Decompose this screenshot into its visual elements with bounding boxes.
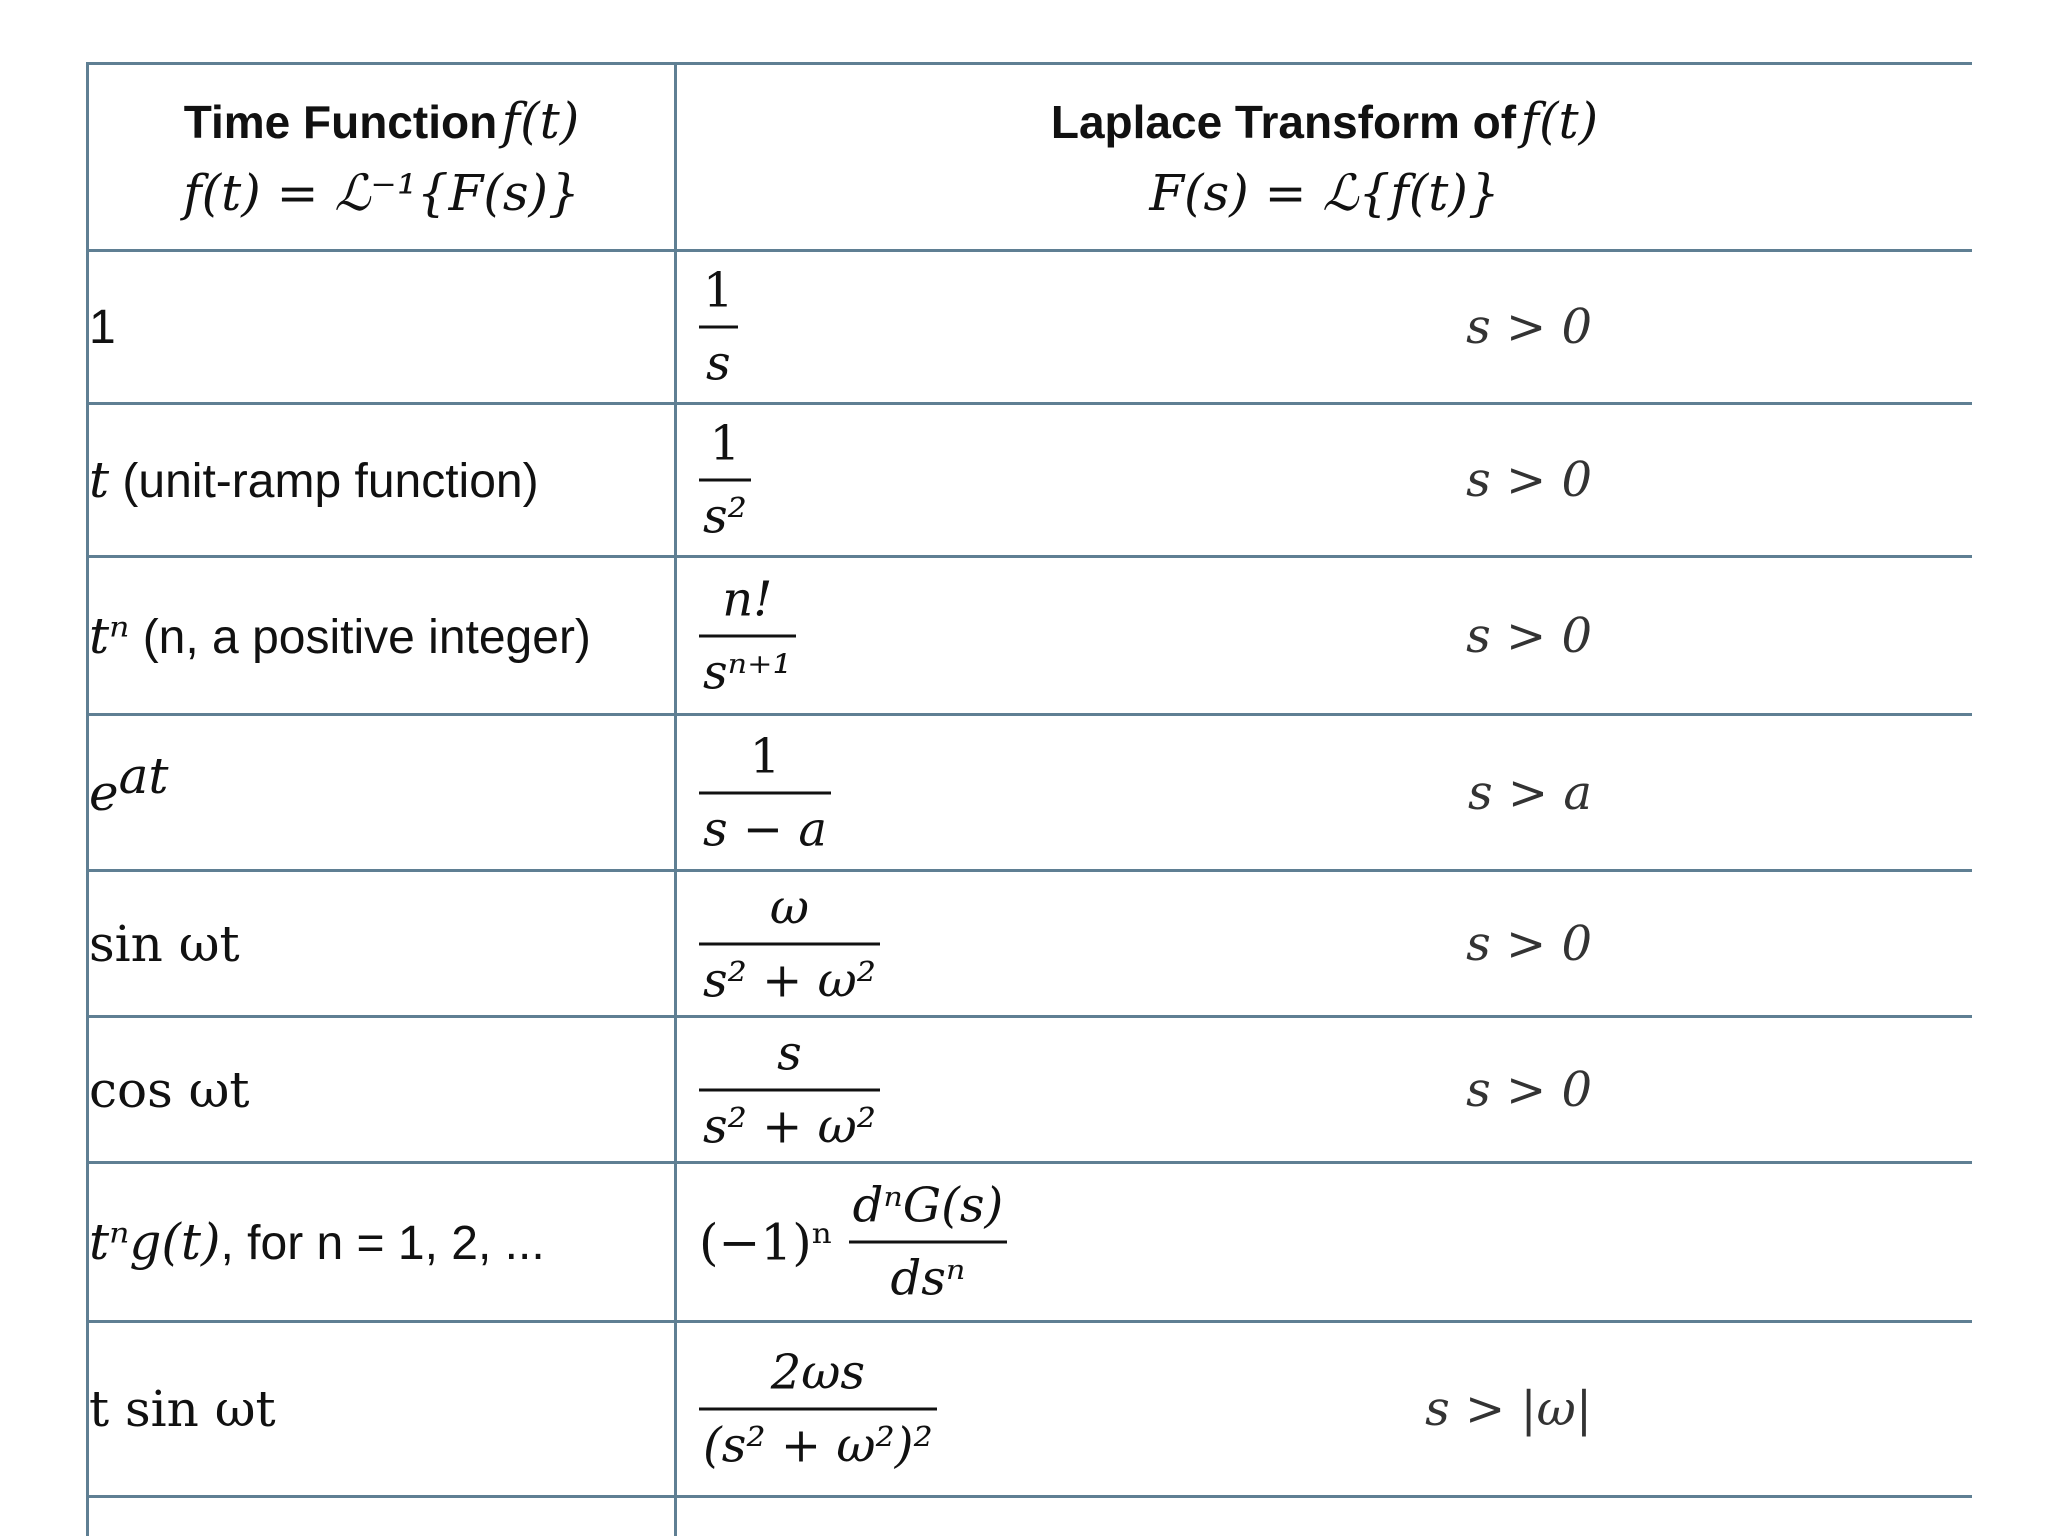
time-function-cell-empty: [88, 1497, 676, 1536]
laplace-transform-table: [86, 62, 1972, 1536]
time-function: tⁿg(t): [89, 1213, 221, 1271]
header-col2-definition: F(s) = ℒ{f(t)}: [1149, 164, 1500, 222]
numerator: 1: [749, 728, 781, 784]
region-of-convergence: s > 0: [1466, 915, 1592, 972]
table-row: [88, 871, 1973, 1017]
denominator: s² + ω²: [699, 1088, 880, 1155]
region-of-convergence: s > 0: [1466, 1061, 1592, 1118]
numerator: 1: [703, 262, 734, 319]
transform-expression: [699, 1344, 937, 1475]
time-function-cell: [88, 715, 676, 871]
header-col2-symbol: f(t): [1520, 92, 1599, 150]
time-function: t: [89, 451, 110, 509]
transform-expression: [699, 878, 880, 1009]
denominator: dsⁿ: [849, 1241, 1008, 1308]
table-row: [88, 715, 1973, 871]
time-function: sin ωt: [89, 914, 240, 973]
table-row: [88, 1163, 1973, 1322]
table-row: [88, 557, 1973, 715]
time-function-exponent: at: [118, 746, 169, 805]
fraction: [699, 878, 880, 1009]
table-row: [88, 1017, 1973, 1163]
denominator: s − a: [699, 791, 831, 858]
region-of-convergence: s > 0: [1466, 607, 1592, 664]
numerator: 2ωs: [770, 1344, 865, 1401]
time-function-note: (n, a positive integer): [129, 610, 591, 664]
transform-expression: [699, 415, 751, 546]
time-function-cell: [88, 557, 676, 715]
laplace-table-container: [86, 62, 1972, 1536]
header-col2-label: Laplace Transform of: [1050, 96, 1517, 148]
transform-expression: [699, 1024, 880, 1155]
transform-expression: [699, 570, 796, 701]
region-of-convergence: s > 0: [1466, 299, 1592, 355]
time-function-cell: [88, 1322, 676, 1497]
numerator: 1: [709, 415, 741, 472]
denominator: s² + ω²: [699, 942, 880, 1009]
header-laplace-transform: [676, 64, 1973, 251]
transform-cell: [676, 1163, 1973, 1322]
transform-expression: [699, 727, 831, 858]
transform-cell: [676, 557, 1973, 715]
transform-cell: [676, 1017, 1973, 1163]
time-function-cell: [88, 251, 676, 404]
fraction: [849, 1177, 1008, 1308]
time-function: 1: [89, 300, 116, 354]
transform-expression: [699, 262, 738, 393]
time-function: e: [89, 763, 119, 822]
denominator: s: [699, 326, 738, 393]
transform-cell: [676, 715, 1973, 871]
table-row: [88, 404, 1973, 557]
fraction: [699, 570, 796, 701]
fraction: [699, 262, 738, 393]
transform-cell: [676, 871, 1973, 1017]
numerator: n!: [722, 571, 773, 627]
fraction: [699, 727, 831, 858]
time-function: tⁿ: [89, 606, 130, 665]
denominator: sⁿ⁺¹: [699, 634, 796, 701]
header-col1-definition: f(t) = ℒ⁻¹{F(s)}: [183, 164, 580, 222]
region-of-convergence: s > 0: [1466, 452, 1592, 508]
time-function-note: , for n = 1, 2, ...: [220, 1217, 545, 1270]
header-row: [88, 64, 1973, 251]
numerator: ω: [769, 879, 810, 935]
transform-cell: [676, 404, 1973, 557]
time-function-note: (unit-ramp function): [109, 455, 539, 508]
time-function-cell: [88, 404, 676, 557]
fraction: [699, 415, 751, 546]
time-function-cell: [88, 1017, 676, 1163]
time-function: t sin ωt: [89, 1380, 276, 1438]
denominator: (s² + ω²)²: [699, 1408, 937, 1475]
time-function-cell: [88, 1163, 676, 1322]
transform-cell-empty: [676, 1497, 1973, 1536]
transform-cell: [676, 1322, 1973, 1497]
table-row-partial: [88, 1497, 1973, 1536]
fraction: [699, 1024, 880, 1155]
time-function-cell: [88, 871, 676, 1017]
numerator: s: [777, 1025, 802, 1081]
header-time-function: [88, 64, 676, 251]
header-col1-symbol: f(t): [501, 92, 580, 150]
numerator: dⁿG(s): [852, 1177, 1004, 1234]
transform-cell: [676, 251, 1973, 404]
region-of-convergence: s > |ω|: [1425, 1381, 1592, 1437]
sign-prefix: (−1)ⁿ: [699, 1213, 834, 1271]
time-function: cos ωt: [89, 1060, 250, 1119]
region-of-convergence: s > a: [1468, 764, 1592, 821]
table-row: [88, 1322, 1973, 1497]
transform-expression: [699, 1177, 1007, 1308]
header-col1-label: Time Function: [183, 96, 498, 148]
table-row: [88, 251, 1973, 404]
fraction: [699, 1344, 937, 1475]
denominator: s²: [699, 479, 751, 546]
